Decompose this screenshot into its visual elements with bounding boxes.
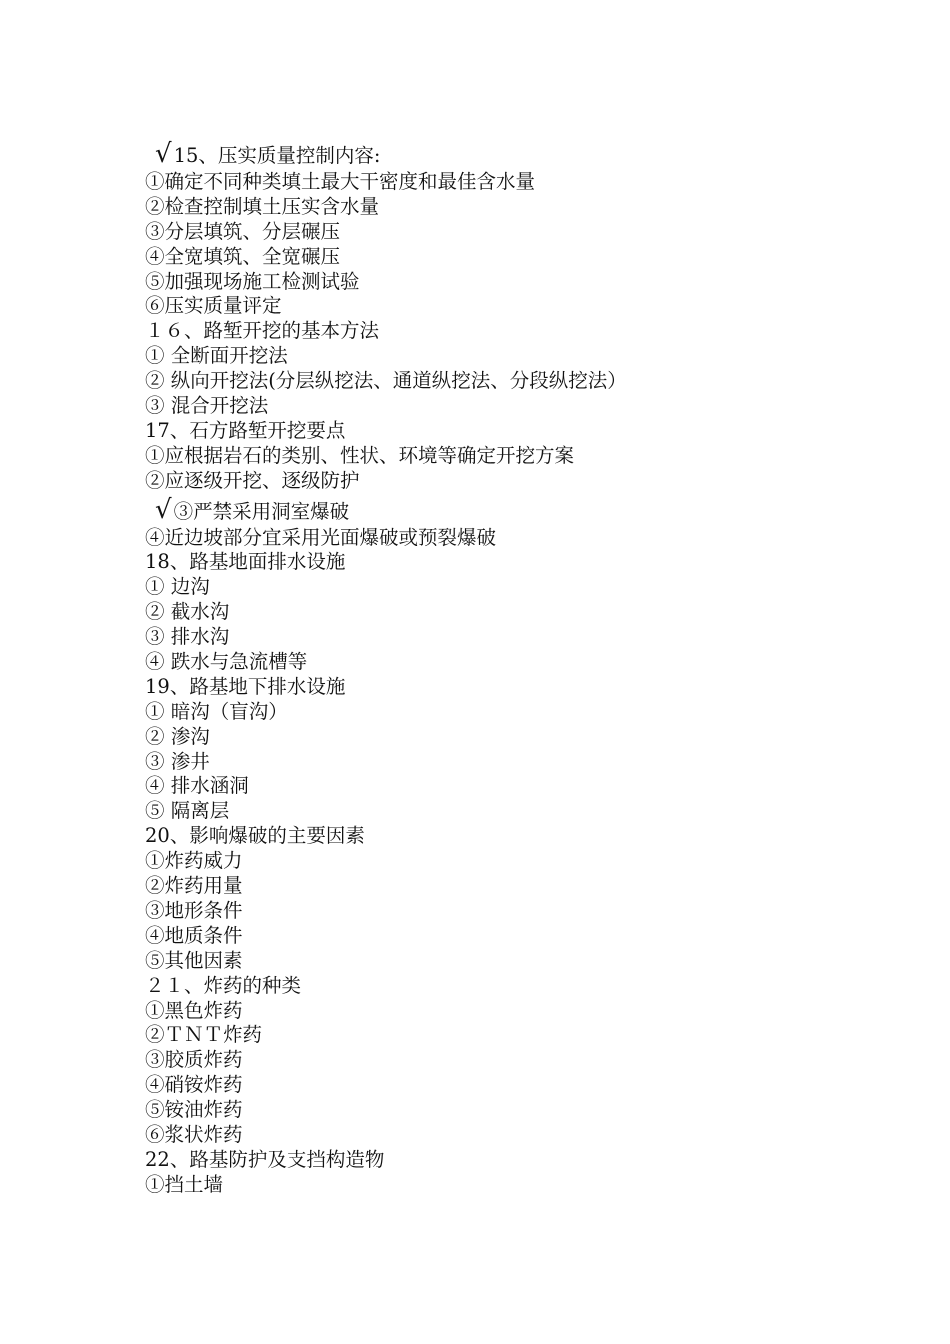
text-line: ② 纵向开挖法(分层纵挖法、通道纵挖法、分段纵挖法） bbox=[145, 369, 627, 393]
text-line: ④全宽填筑、全宽碾压 bbox=[145, 244, 341, 268]
text-line: ⑤其他因素 bbox=[145, 948, 243, 972]
text-line: ① 全断面开挖法 bbox=[145, 344, 288, 368]
text-line: ①应根据岩石的类别、性状、环境等确定开挖方案 bbox=[145, 443, 575, 467]
check-mark-icon: √ bbox=[155, 494, 172, 525]
checked-line bbox=[145, 138, 905, 170]
text-line: ① 暗沟（盲沟） bbox=[145, 699, 288, 723]
text-line: ① 边沟 bbox=[145, 575, 210, 599]
text-line: ②应逐级开挖、逐级防护 bbox=[145, 468, 360, 492]
text-line: １６、路堑开挖的基本方法 bbox=[145, 319, 380, 343]
text-line: ２１、炸药的种类 bbox=[145, 973, 302, 997]
text-line: 19、路基地下排水设施 bbox=[145, 674, 346, 698]
text-line: ①炸药威力 bbox=[145, 849, 243, 873]
text-line: ⑥浆状炸药 bbox=[145, 1122, 243, 1146]
text-line: ⑤铵油炸药 bbox=[145, 1098, 243, 1122]
text-line: ③ 渗井 bbox=[145, 749, 210, 773]
text-line: ②检查控制填土压实含水量 bbox=[145, 194, 380, 218]
text-line: 22、路基防护及支挡构造物 bbox=[145, 1147, 385, 1171]
text-line: ② 截水沟 bbox=[145, 600, 230, 624]
text-line: 17、石方路堑开挖要点 bbox=[145, 418, 346, 442]
text-line: ③分层填筑、分层碾压 bbox=[145, 219, 341, 243]
text-line: ②ＴＮＴ炸药 bbox=[145, 1023, 263, 1047]
text-line: ④ 跌水与急流槽等 bbox=[145, 650, 308, 674]
text-line: ⑥压实质量评定 bbox=[145, 294, 282, 318]
document-body bbox=[145, 138, 905, 1198]
text-line: ③ 排水沟 bbox=[145, 625, 230, 649]
line-text: ③严禁采用洞室爆破 bbox=[173, 499, 350, 523]
text-line: 20、影响爆破的主要因素 bbox=[145, 824, 365, 848]
text-line: ③地形条件 bbox=[145, 898, 243, 922]
text-line: ④ 排水涵洞 bbox=[145, 774, 249, 798]
text-line: 18、路基地面排水设施 bbox=[145, 550, 346, 574]
text-line: ③ 混合开挖法 bbox=[145, 394, 269, 418]
text-line: ④硝铵炸药 bbox=[145, 1073, 243, 1097]
text-line: ①黑色炸药 bbox=[145, 998, 243, 1022]
text-line: ② 渗沟 bbox=[145, 724, 210, 748]
text-line: ⑤ 隔离层 bbox=[145, 799, 230, 823]
checked-line bbox=[145, 494, 905, 526]
text-line: ①挡土墙 bbox=[145, 1172, 224, 1196]
text-line: ③胶质炸药 bbox=[145, 1048, 243, 1072]
text-line: ④近边坡部分宜采用光面爆破或预裂爆破 bbox=[145, 525, 497, 549]
text-line: ①确定不同种类填土最大干密度和最佳含水量 bbox=[145, 170, 536, 193]
text-line: ⑤加强现场施工检测试验 bbox=[145, 269, 360, 293]
line-text: 15、压实质量控制内容: bbox=[173, 144, 381, 167]
check-mark-icon: √ bbox=[155, 139, 172, 169]
text-line: ④地质条件 bbox=[145, 923, 243, 947]
text-line: ②炸药用量 bbox=[145, 874, 243, 898]
